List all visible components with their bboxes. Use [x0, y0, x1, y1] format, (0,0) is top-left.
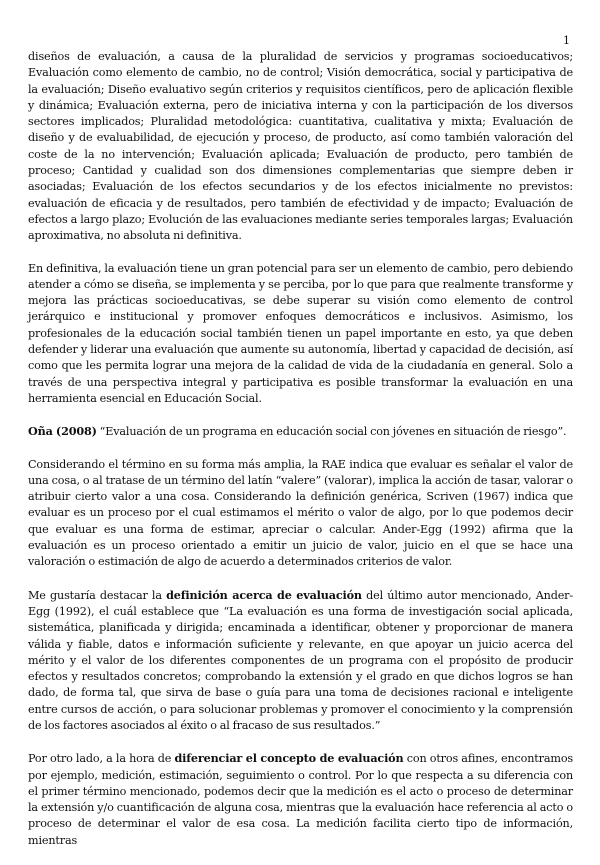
page-number: 1 — [563, 34, 570, 47]
paragraph-text: Me gustaría destacar la — [28, 588, 167, 602]
emphasis-text: definición acerca de evaluación — [166, 587, 362, 602]
reference-author: Oña (2008) — [28, 424, 97, 439]
paragraph-text: con otros afines, encontramos por ejemplo, medición, estimación, seguimiento o control. Por lo que respecta a su diferencia con el primer término mencionado, podemos decir que la medición es el acto o proceso de determinar la extensión y/o cuantificación de alguna cosa, mientras que la evaluación hace referencia al acto o proceso de determinar el valor de esa cosa. La medición facilita cierto tipo de información, mientras — [28, 752, 573, 847]
document-body — [28, 49, 573, 865]
paragraph-reference-heading — [28, 423, 573, 440]
paragraph-text: del último autor mencionado, Ander-Egg (1992), el cuál establece que “La evaluación es una forma de investigación social aplicada, sistemática, planificada y dirigida; encaminada a identificar, obtener y proporcionar de manera válida y fiable, datos e información suficiente y relevante, en que apoyar un juicio acerca del mérito y el valor de los diferentes componentes de un programa con el propósito de producir efectos y resultados concretos; comprobando la extensión y el grado en que dichos logros se han dado, de forma tal, que sirva de base o guía para una toma de decisiones racional e inteligente entre cursos de acción, o para solucionar problemas y promover el conocimiento y la comprensión de los factores asociados al éxito o al fracaso de sus resultados.” — [28, 588, 574, 732]
reference-title: “Evaluación de un programa en educación social con jóvenes en situación de riesgo”. — [96, 425, 567, 439]
paragraph-conclusion: En definitiva, la evaluación tiene un gran potencial para ser un elemento de cambio, pero debiendo atender a cómo se diseña, se implementa y se perciba, por lo que para que realmente transforme y mejora las prácticas socioeducativas, se debe superar su visión como elemento de control jerárquico e institucional y promover enfoques democráticos e inclusivos. Asimismo, los profesionales de la educación social también tienen un papel importante en esto, ya que deben defender y liderar una evaluación que aumente su autonomía, libertad y capacidad de decisión, así como que les permita lograr una mejora de la calidad de vida de la ciudadanía en general. Solo a través de una perspectiva integral y participativa es posible transformar la evaluación en una herramienta esencial en Educación Social. — [28, 261, 573, 405]
paragraph-ander-egg-definition — [28, 587, 573, 735]
emphasis-text: diferenciar el concepto de evaluación — [174, 751, 404, 766]
paragraph-text: Por otro lado, a la hora de — [28, 752, 175, 766]
paragraph-evaluation-principles: diseños de evaluación, a causa de la pluralidad de servicios y programas socioeducativos; Evaluación como elemento de cambio, no de control; Visión democrática, social y participativa de la evaluación; Diseño evaluativo según criterios y requisitos científicos, pero de aplicación flexible y dinámica; Evaluación externa, pero de iniciativa interna y con la participación de los diversos sectores implicados; Pluralidad metodológica: cuantitativa, cualitativa y mixta; Evaluación de diseño y de evaluabilidad, de ejecución y proceso, de producto, así como también valoración del coste de la no intervención; Evaluación aplicada; Evaluación de producto, pero también de proceso; Cantidad y cualidad son dos dimensiones complementarias que siempre deben ir asociadas; Evaluación de los efectos secundarios y de los efectos inicialmente no previstos: evaluación de eficacia y de resultados, pero también de efectividad y de impacto; Evaluación de efectos a largo plazo; Evolución de las evaluaciones mediante series temporales largas; Evaluación aproximativa, no absoluta ni definitiva. — [28, 50, 573, 243]
paragraph-definition-rae: Considerando el término en su forma más amplia, la RAE indica que evaluar es señalar el valor de una cosa, o al tratase de un término del latín “valere” (valorar), implica la acción de tasar, valorar o atribuir cierto valor a una cosa. Considerando la definición genérica, Scriven (1967) indica que evaluar es un proceso por el cual estimamos el mérito o valor de algo, por lo que podemos decir que evaluar es una forma de estimar, apreciar o calcular. Ander-Egg (1992) afirma que la evaluación es un proceso orientado a emitir un juicio de valor, juicio en el que se hace una valoración o estimación de algo de acuerdo a determinados criterios de valor. — [28, 457, 573, 569]
paragraph-differentiation — [28, 750, 573, 849]
